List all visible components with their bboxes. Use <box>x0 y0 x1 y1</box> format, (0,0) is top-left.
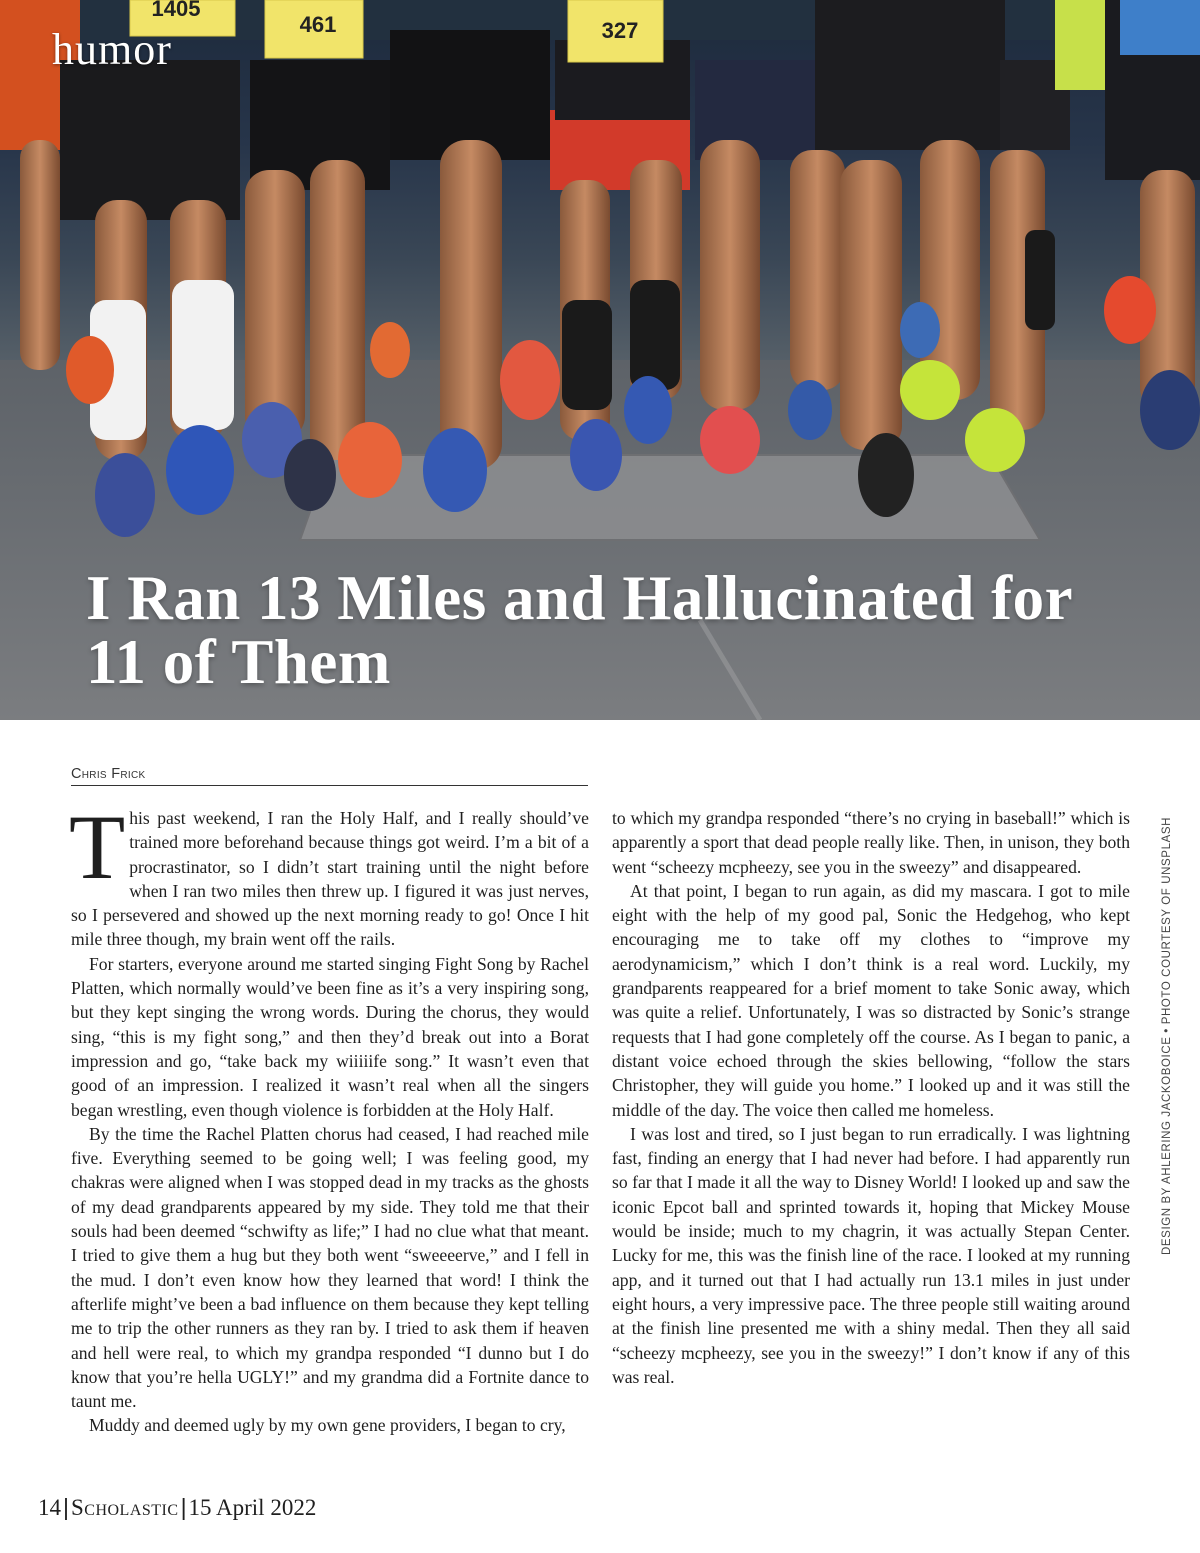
publication-name: Scholastic <box>70 1495 179 1520</box>
drop-cap: T <box>69 796 126 898</box>
article-paragraph: I was lost and tired, so I just began to run erradically. I was lightning fast, finding an energy that I had never had before. I had apparently run so far that I made it all the way to Disney World! I looked up and saw the iconic Epcot ball and sprinted towards it, hoping that Mickey Mouse would be inside; much to my chagrin, it was actually Stepan Center. Lucky for me, this was the finish line of the race. I looked at my running app, and it turned out that I had actually run 13.1 miles in just under eight hours, a very impressive pace. The three people still waiting around at the finish line presented me with a shiny medal. Then they all said “scheezy mcpheezy, see you in the sweezy!” I don’t know if any of this was real. <box>612 1123 1130 1387</box>
issue-date: 15 April 2022 <box>188 1495 317 1520</box>
page-footer <box>38 1494 316 1521</box>
article-paragraph: By the time the Rachel Platten chorus had ceased, I had reached mile five. Everything seemed to be going well; I was feeling good, my chakras were aligned when I was stopped dead in my tracks as the ghosts of my dead grandparents appeared by my side. They told me that their souls had been deemed “schwifty as life;” I had no clue what that meant. I tried to give them a hug but they both went “sweeeerve,” and I fell in the mud. I don’t even know how they learned that word! I think the afterlife might’ve been a bad influence on them because they kept telling me to trip the other runners as they ran by. I tried to ask them if heaven and hell were real, to which my grandpa responded “I dunno but I do know that you’re hella UGLY!” and my grandma did a Fortnite dance to taunt me. <box>71 1123 589 1412</box>
paragraph-text: his past weekend, I ran the Holy Half, and I really should’ve trained more beforehand because things got weird. I’m a bit of a procrastinator, so I didn’t start training until the night before when I ran two miles then threw up. I figured it was just nerves, so I persevered and showed up the next morning ready to go! Once I hit mile three though, my brain went off the rails. <box>71 808 589 950</box>
article-paragraph: to which my grandpa responded “there’s no crying in baseball!” which is apparently a sport that dead people really like. Then, in unison, they both went “scheezy mcpheezy, see you in the sweezy” and disappeared. <box>612 808 1130 877</box>
footer-separator: | <box>180 1494 187 1520</box>
section-label: humor <box>52 25 172 74</box>
bib-number: 327 <box>601 18 639 43</box>
article-column-right <box>612 806 1130 1389</box>
page-number: 14 <box>38 1495 61 1520</box>
hero-photo <box>0 0 1200 720</box>
article-column-left <box>69 796 589 1438</box>
article-paragraph: For starters, everyone around me started singing Fight Song by Rachel Platten, which normally would’ve been fine as it’s a very inspiring song, but they kept singing the wrong words. During the chorus, they would sing, “this is my fight song,” and then they’d break out into a Borat impression and go, “take back my wiiiiife song.” It wasn’t even that good of an impression. I realized it wasn’t real when all the singers began wrestling, even though violence is forbidden at the Holy Half. <box>71 953 589 1120</box>
author-byline: Chris Frick <box>71 766 588 786</box>
article-paragraph: Muddy and deemed ugly by my own gene providers, I began to cry, <box>89 1415 566 1436</box>
footer-separator: | <box>63 1494 69 1520</box>
bib-number: 1405 <box>151 0 201 21</box>
credit-text: DESIGN BY AHLERING JACKOBOICE • PHOTO COURTESY OF UNSPLASH <box>1161 816 1173 1255</box>
article-headline: I Ran 13 Miles and Hallucinated for 11 of Them <box>86 563 1072 697</box>
article-paragraph <box>69 796 589 952</box>
bib-number: 461 <box>299 12 337 37</box>
article-paragraph: At that point, I began to run again, as did my mascara. I got to mile eight with the help of my good pal, Sonic the Hedgehog, who kept encouraging me to take off my clothes to “improve my aerodynamicism,” which I don’t think is a real word. Luckily, my grandparents reappeared for a brief moment to take Sonic away, which was quite a relief. Unfortunately, I was so distracted by Sonic’s strange requests that I had gone completely off the course. As I began to panic, a distant voice echoed through the skies bellowing, “follow the stars Christopher, they will guide you home.” I looked up and it was still the middle of the day. The voice then called me homeless. <box>612 880 1130 1120</box>
